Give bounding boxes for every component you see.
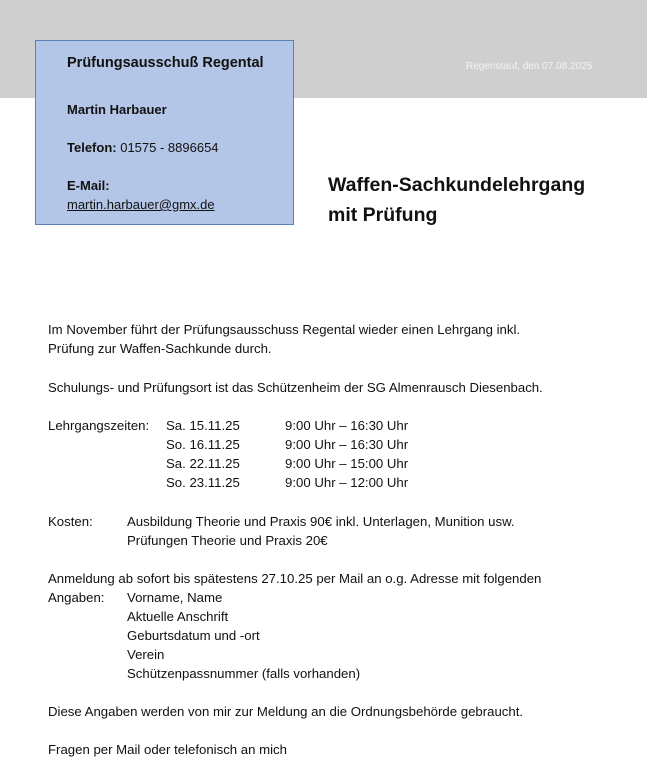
intro-paragraph <box>48 320 520 358</box>
note-paragraph: Diese Angaben werden von mir zur Meldung an die Ordnungsbehörde gebraucht. <box>48 704 524 719</box>
contact-box <box>35 40 294 225</box>
registration-item: Geburtsdatum und -ort <box>127 628 260 643</box>
registration-item: Aktuelle Anschrift <box>127 609 229 624</box>
schedule-day: Sa. 22.11.25 <box>166 456 240 471</box>
contact-name: Martin Harbauer <box>67 102 167 117</box>
location-paragraph: Schulungs- und Prüfungsort ist das Schützenheim der SG Almenrausch Diesenbach. <box>48 380 543 395</box>
intro-line-2: Prüfung zur Waffen-Sachkunde durch. <box>48 341 272 356</box>
registration-item: Schützenpassnummer (falls vorhanden) <box>127 666 361 681</box>
schedule-day: So. 23.11.25 <box>166 475 240 490</box>
date-line: Regenstauf, den 07.08.2025 <box>466 61 593 72</box>
registration-intro: Anmeldung ab sofort bis spätestens 27.10.25 per Mail an o.g. Adresse mit folgenden <box>48 571 542 586</box>
title-line-1: Waffen-Sachkundelehrgang <box>328 174 586 196</box>
schedule-label: Lehrgangszeiten: <box>48 418 150 433</box>
schedule-time: 9:00 Uhr – 15:00 Uhr <box>285 456 409 471</box>
registration-item: Verein <box>127 647 165 662</box>
intro-line-1: Im November führt der Prüfungsausschuss Regental wieder einen Lehrgang inkl. <box>48 322 521 337</box>
schedule-time: 9:00 Uhr – 12:00 Uhr <box>285 475 409 490</box>
schedule-day: So. 16.11.25 <box>166 437 240 452</box>
costs-line-1: Ausbildung Theorie und Praxis 90€ inkl. Unterlagen, Munition usw. <box>127 514 515 529</box>
costs-line-2: Prüfungen Theorie und Praxis 20€ <box>127 533 328 548</box>
schedule-day: Sa. 15.11.25 <box>166 418 240 433</box>
schedule-time: 9:00 Uhr – 16:30 Uhr <box>285 418 409 433</box>
phone-number: 01575 - 8896654 <box>120 140 219 155</box>
email-link[interactable]: martin.harbauer@gmx.de <box>67 197 215 212</box>
document-title <box>328 170 585 230</box>
email-label: E-Mail: <box>67 178 110 193</box>
closing-paragraph: Fragen per Mail oder telefonisch an mich <box>48 742 287 757</box>
organization-name: Prüfungsausschuß Regental <box>67 55 264 71</box>
registration-item: Vorname, Name <box>127 590 223 605</box>
title-line-2: mit Prüfung <box>328 204 438 226</box>
schedule-time: 9:00 Uhr – 16:30 Uhr <box>285 437 409 452</box>
costs-label: Kosten: <box>48 514 93 529</box>
registration-label: Angaben: <box>48 590 105 605</box>
contact-phone <box>67 140 219 155</box>
phone-label: Telefon: <box>67 140 117 155</box>
